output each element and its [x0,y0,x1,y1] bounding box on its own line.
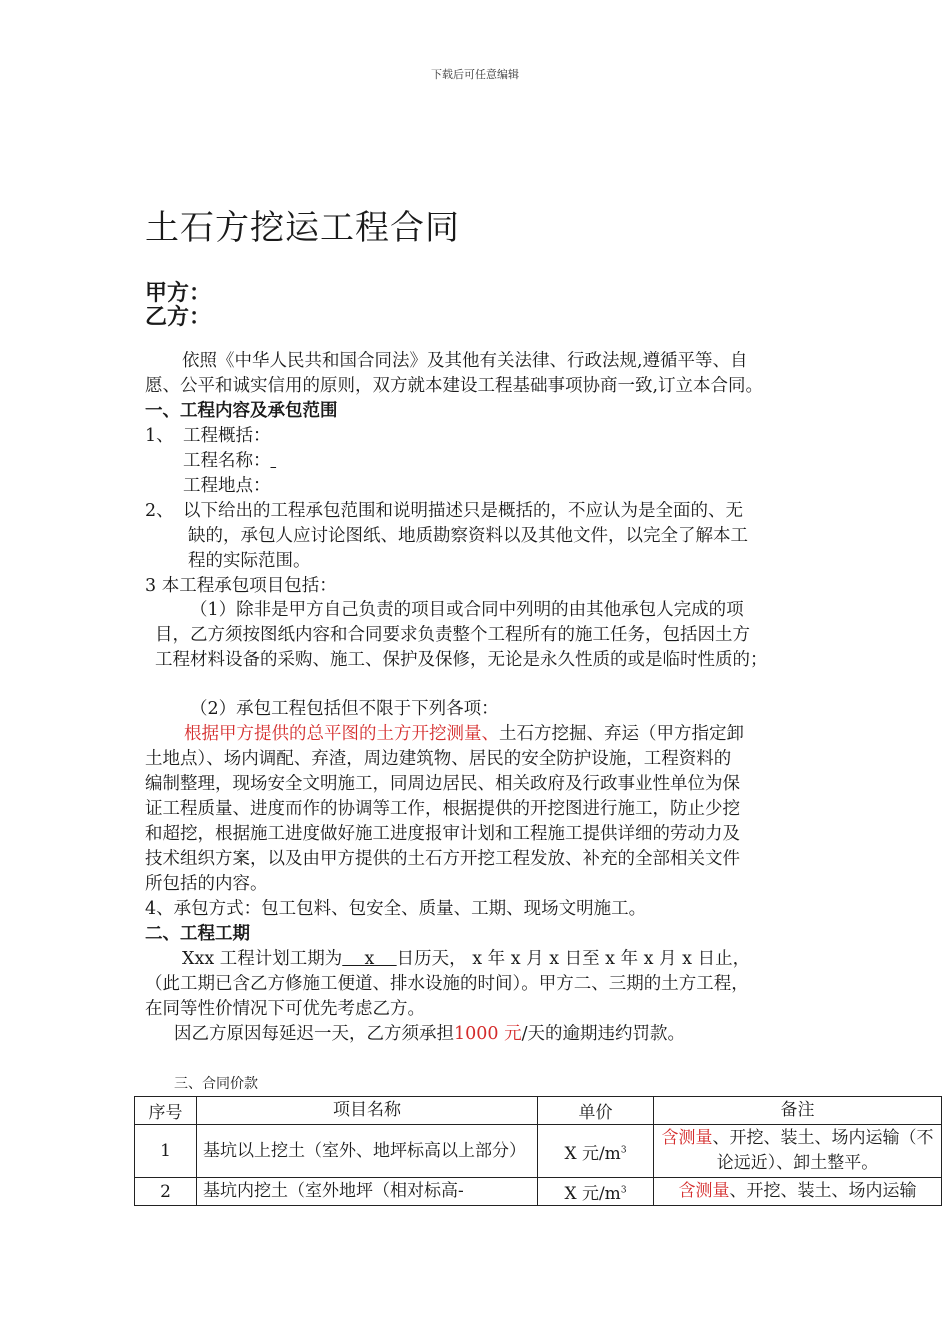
scope-line-7: 所包括的内容。 [145,874,268,894]
item-1-number: 1、 [145,426,174,446]
sub-1-line-1: （1）除非是甲方自己负责的项目或合同中列明的由其他承包人完成的项 [190,600,744,620]
section-3-heading: 三、合同价款 [174,1076,258,1092]
project-site-label: 工程地点： [183,476,271,496]
col-header-name: 项目名称 [197,1097,538,1125]
party-a-label: 甲方： [145,281,212,306]
schedule-line-1: Xxx 工程计划工期为 x 日历天， x 年 x 月 x 日至 x 年 x 月 x 日止， [182,949,751,969]
row-price: X 元$/m^3$ [538,1125,654,1178]
row-note: 含测量、开挖、装土、场内运输 [654,1178,942,1206]
col-header-price: 单价 [538,1097,654,1125]
item-3: 3 本工程承包项目包括： [145,576,337,596]
scope-line-1: 根据甲方提供的总平图的土方开挖测量、土石方挖掘、弃运（甲方指定卸 [184,724,744,744]
row-no: 2 [135,1178,197,1206]
scope-line-6: 技术组织方案，以及由甲方提供的土石方开挖工程发放、补充的全部相关文件 [145,849,740,869]
section-1-heading: 一、工程内容及承包范围 [145,401,338,421]
party-b-label: 乙方： [145,305,212,330]
item-2-line-3: 程的实际范围。 [188,551,311,571]
col-header-no: 序号 [135,1097,197,1125]
intro-line-1: 依照《中华人民共和国合同法》及其他有关法律、行政法规,遵循平等、自 [182,351,748,371]
item-4: 4、承包方式：包工包料、包安全、质量、工期、现场文明施工。 [145,899,647,919]
scope-line-5: 和超挖，根据施工进度做好施工进度报审计划和工程施工提供详细的劳动力及 [145,824,740,844]
row-name: 基坑内挖土（室外地坪（相对标高- [197,1178,538,1206]
row-note: 含测量、开挖、装土、场内运输（不论远近）、卸土整平。 [654,1125,942,1178]
section-2-heading: 二、工程工期 [145,924,250,944]
sub-2: （2）承包工程包括但不限于下列各项： [190,699,499,719]
item-1-text: 工程概括： [183,426,271,446]
row-price: X 元$/m^3$ [538,1178,654,1206]
document-title: 土石方挖运工程合同 [145,208,460,248]
penalty-amount: 1000 元 [454,1024,522,1044]
price-table-header [135,1097,942,1125]
item-2-line-2: 缺的，承包人应讨论图纸、地质勘察资料以及其他文件，以完全了解本工 [188,526,748,546]
scope-line-4: 证工程质量、进度而作的协调等工作，根据提供的开挖图进行施工，防止少挖 [145,799,740,819]
schedule-line-3: 在同等性价情况下可优先考虑乙方。 [145,999,425,1019]
page-header-note: 下载后可任意编辑 [431,68,519,81]
scope-line-2: 土地点）、场内调配、弃渣，周边建筑物、居民的安全防护设施，工程资料的 [145,749,732,769]
schedule-line-2: （此工期已含乙方修施工便道、排水设施的时间）。甲方二、三期的土方工程， [145,974,749,994]
item-2-line-1: 以下给出的工程承包范围和说明描述只是概括的，不应认为是全面的、无 [183,501,743,521]
col-header-note: 备注 [654,1097,942,1125]
row-name: 基坑以上挖土（室外、地坪标高以上部分） [197,1125,538,1178]
table-row [135,1125,942,1178]
intro-line-2: 愿、公平和诚实信用的原则，双方就本建设工程基础事项协商一致,订立本合同。 [145,376,764,396]
project-name-label: 工程名称： [183,451,271,471]
table-row [135,1178,942,1206]
penalty-line: 因乙方原因每延迟一天，乙方须承担1000 元/天的逾期违约罚款。 [174,1024,686,1044]
sub-1-line-2: 目，乙方须按图纸内容和合同要求负责整个工程所有的施工任务，包括因土方 [155,625,750,645]
row-no: 1 [135,1125,197,1178]
scope-survey-highlight: 根据甲方提供的总平图的土方开挖测量、 [184,724,499,744]
sub-1-line-3: 工程材料设备的采购、施工、保护及保修，无论是永久性质的或是临时性质的； [155,650,768,670]
item-2-number: 2、 [145,501,174,521]
scope-line-3: 编制整理，现场安全文明施工，同周边居民、相关政府及行政事业性单位为保 [145,774,740,794]
price-table [134,1096,942,1206]
